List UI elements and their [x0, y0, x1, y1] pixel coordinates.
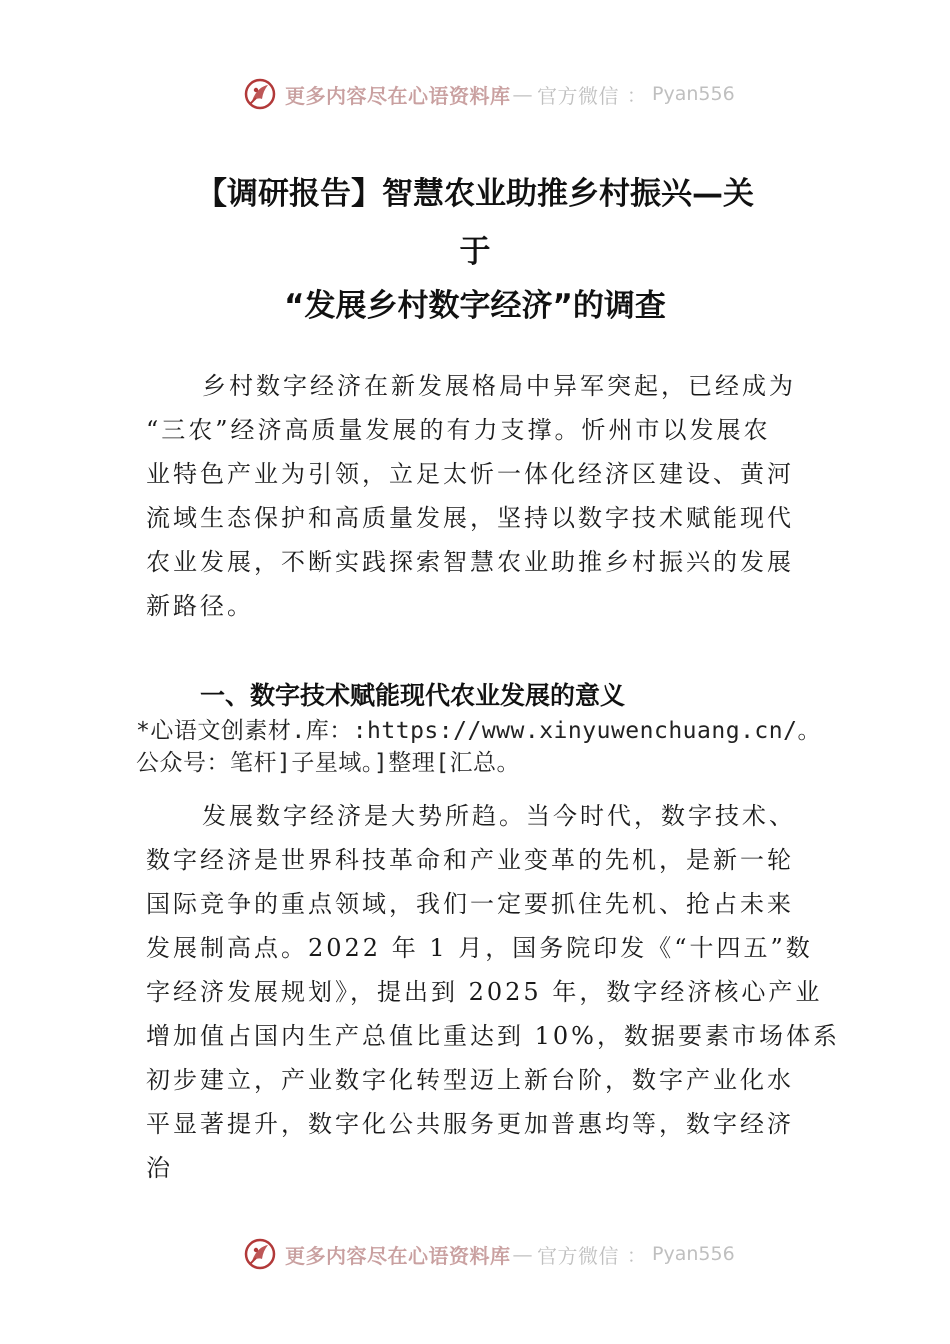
header-banner [0, 74, 950, 114]
intro-line: 新路径。 [146, 592, 254, 620]
banner-separator: — [512, 82, 533, 106]
body-line: 发展制高点。2022 年 1 月，国务院印发《“十四五”数 [146, 934, 813, 962]
xinyu-logo-icon [243, 77, 277, 111]
banner-wechat-id: Pyan556 [652, 1243, 735, 1265]
document-title-line2: 于 [459, 234, 491, 270]
banner-slogan: 更多内容尽在心语资料库 [285, 83, 511, 108]
banner-separator: — [512, 1242, 533, 1266]
intro-line: “三农”经济高质量发展的有力支撑。忻州市以发展农 [146, 416, 771, 444]
section-heading: 一、数字技术赋能现代农业发展的意义 [200, 681, 626, 710]
banner-wechat-colon: ： [627, 84, 647, 107]
body-line: 发展数字经济是大势所趋。当今时代，数字技术、 [202, 802, 796, 830]
intro-line: 乡村数字经济在新发展格局中异军突起，已经成为 [202, 372, 796, 400]
body-line: 国际竞争的重点领域，我们一定要抓住先机、抢占未来 [146, 890, 794, 918]
section-paragraph [146, 794, 840, 1190]
banner-wechat-label: 官方微信 [537, 1243, 619, 1268]
intro-line: 业特色产业为引领，立足太忻一体化经济区建设、黄河 [146, 460, 794, 488]
banner-wechat-id: Pyan556 [652, 83, 735, 105]
intro-line: 农业发展，不断实践探索智慧农业助推乡村振兴的发展 [146, 548, 794, 576]
banner-wechat-label: 官方微信 [537, 83, 619, 108]
banner-slogan: 更多内容尽在心语资料库 [285, 1243, 511, 1268]
body-line: 治 [146, 1154, 173, 1182]
intro-paragraph [146, 364, 810, 628]
footer-banner [0, 1234, 950, 1274]
watermark-line1: *心语文创素材.库：:https://www.xinyuwenchuang.cn/。 [136, 718, 821, 744]
body-line: 数字经济是世界科技革命和产业变革的先机，是新一轮 [146, 846, 794, 874]
document-title-line1: 【调研报告】智慧农业助推乡村振兴—关 [196, 176, 754, 212]
banner-wechat-colon: ： [627, 1244, 647, 1267]
watermark-line2: 公众号：笔杆]子星域。]整理[汇总。 [136, 750, 521, 776]
xinyu-logo-icon [243, 1237, 277, 1271]
body-line: 初步建立，产业数字化转型迈上新台阶，数字产业化水 [146, 1066, 794, 1094]
body-line: 字经济发展规划》，提出到 2025 年，数字经济核心产业 [146, 978, 823, 1006]
intro-line: 流域生态保护和高质量发展，坚持以数字技术赋能现代 [146, 504, 794, 532]
body-line: 增加值占国内生产总值比重达到 10%，数据要素市场体系 [146, 1022, 840, 1050]
body-line: 平显著提升，数字化公共服务更加普惠均等，数字经济 [146, 1110, 794, 1138]
document-title-line3: “发展乡村数字经济”的调查 [284, 288, 666, 324]
